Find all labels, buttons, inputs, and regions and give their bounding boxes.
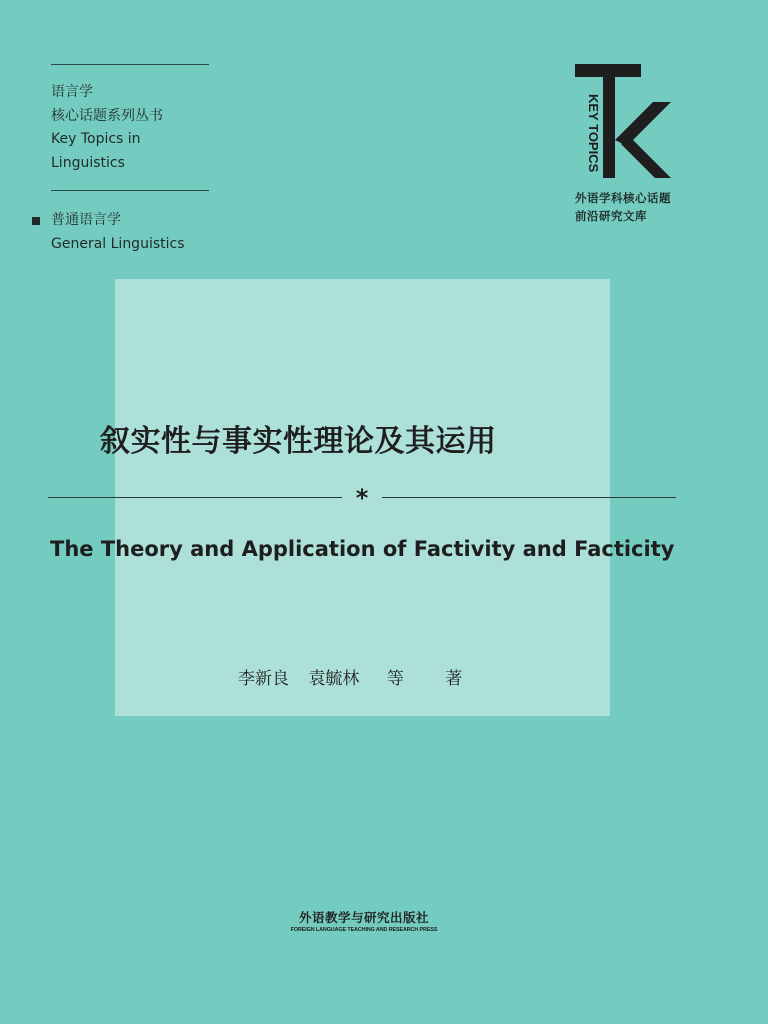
series-bottom-rule: [51, 190, 209, 191]
book-title-zh: 叙实性与事实性理论及其运用: [100, 424, 497, 459]
logo-vertical-text: KEY TOPICS: [586, 94, 601, 173]
logo-t-stem: [603, 64, 615, 178]
category-en: General Linguistics: [51, 235, 185, 252]
book-title-en: The Theory and Application of Factivity and Facticity: [50, 537, 675, 561]
divider-line-right: [382, 497, 676, 498]
asterisk-ornament-icon: *: [355, 484, 369, 512]
series-line: Linguistics: [51, 154, 125, 171]
authors-line: [238, 666, 462, 692]
subject-category: [32, 209, 185, 256]
title-divider: [48, 484, 676, 512]
divider-line-left: [48, 497, 342, 498]
publisher-name-zh: 外语教学与研究出版社: [298, 910, 429, 925]
square-bullet-icon: [32, 217, 40, 225]
series-title: [51, 81, 163, 175]
author-etc: 等: [386, 669, 404, 689]
series-line: Key Topics in: [51, 131, 141, 147]
logo-subtitle: [575, 189, 671, 225]
category-zh: 普通语言学: [51, 212, 121, 228]
author-name: 袁毓林: [308, 669, 360, 689]
logo-sub-line: 前沿研究文库: [575, 209, 647, 223]
publisher-name-en: FOREIGN LANGUAGE TEACHING AND RESEARCH PRESS: [290, 927, 438, 933]
series-line: 语言学: [51, 84, 93, 100]
logo-k-leg: [621, 136, 671, 178]
key-topics-logo: [573, 62, 683, 182]
publisher: [284, 909, 444, 934]
logo-k-arm: [615, 102, 671, 146]
author-role: 著: [445, 669, 463, 689]
series-top-rule: [51, 64, 209, 65]
series-line: 核心话题系列丛书: [51, 107, 163, 124]
author-name: 李新良: [238, 669, 289, 689]
logo-sub-line: 外语学科核心话题: [575, 191, 671, 205]
